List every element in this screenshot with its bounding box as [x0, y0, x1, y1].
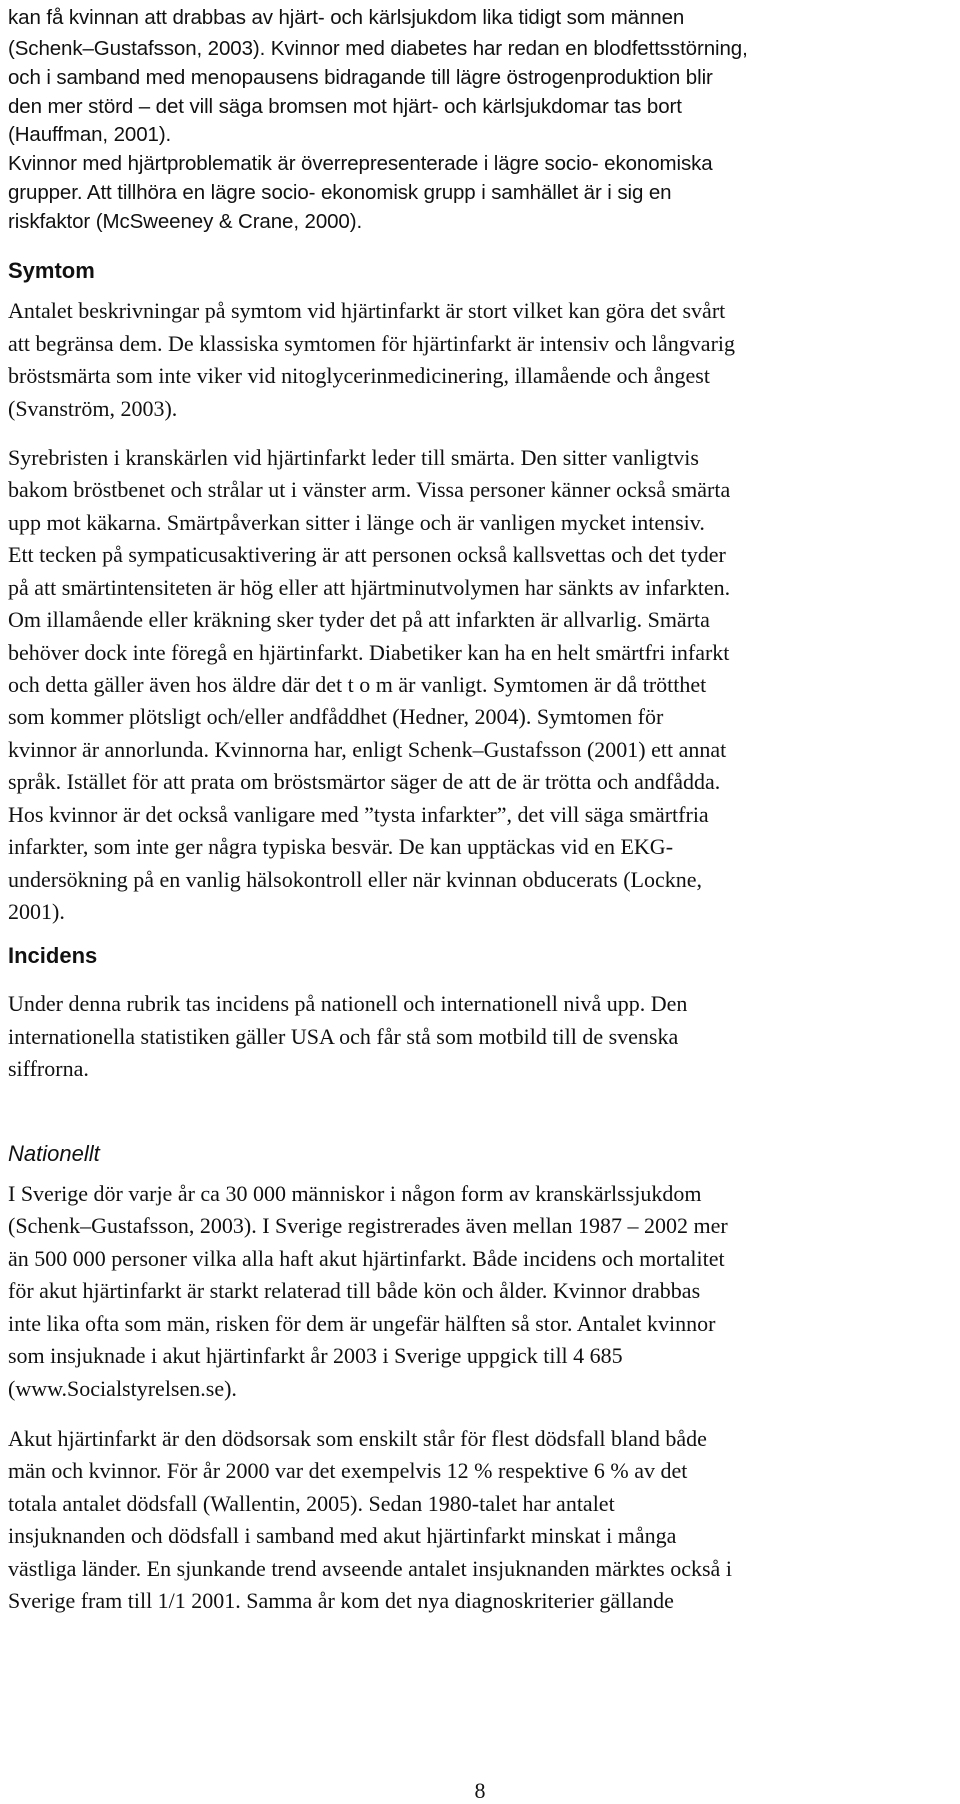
text-line: och i samband med menopausens bidragande till lägre östrogenproduktion blir	[8, 66, 713, 89]
text-line: och detta gäller även hos äldre där det t o m är vanligt. Symtomen är då trötthet	[8, 672, 707, 697]
text-line: I Sverige dör varje år ca 30 000 människor i någon form av kranskärlssjukdom	[8, 1181, 702, 1206]
text-line: män och kvinnor. För år 2000 var det exempelvis 12 % respektive 6 % av det	[8, 1458, 688, 1483]
text-line: (Schenk–Gustafsson, 2003). Kvinnor med diabetes har redan en blodfettsstörning,	[8, 37, 748, 60]
text-line: internationella statistiken gäller USA och får stå som motbild till de svenska	[8, 1024, 679, 1049]
text-line: siffrorna.	[8, 1056, 89, 1081]
text-line: grupper. Att tillhöra en lägre socio- ekonomisk grupp i samhället är i sig en	[8, 181, 672, 204]
text-line: inte lika ofta som män, risken för dem är ungefär hälften så stor. Antalet kvinnor	[8, 1311, 716, 1336]
text-line: totala antalet dödsfall (Wallentin, 2005). Sedan 1980-talet har antalet	[8, 1491, 615, 1516]
section-heading: Incidens	[8, 943, 98, 968]
text-line: på att smärtintensiteten är hög eller att hjärtminutvolymen har sänkts av infarkten.	[8, 575, 731, 600]
text-line: än 500 000 personer vilka alla haft akut hjärtinfarkt. Både incidens och mortalitet	[8, 1246, 725, 1271]
text-line: (Schenk–Gustafsson, 2003). I Sverige registrerades även mellan 1987 – 2002 mer	[8, 1213, 728, 1238]
text-line: insjuknanden och dödsfall i samband med akut hjärtinfarkt minskat i många	[8, 1523, 677, 1548]
text-line: Kvinnor med hjärtproblematik är överrepresenterade i lägre socio- ekonomiska	[8, 152, 713, 175]
text-line: Om illamående eller kräkning sker tyder det på att infarkten är allvarlig. Smärta	[8, 607, 710, 632]
text-line: (www.Socialstyrelsen.se).	[8, 1376, 237, 1401]
text-line: Sverige fram till 1/1 2001. Samma år kom det nya diagnoskriterier gällande	[8, 1588, 674, 1613]
text-line: Hos kvinnor är det också vanligare med ”tysta infarkter”, det vill säga smärtfria	[8, 802, 709, 827]
page-number: 8	[474, 1778, 486, 1803]
text-line: bröstsmärta som inte viker vid nitoglycerinmedicinering, illamående och ångest	[8, 363, 710, 388]
text-line: 2001).	[8, 899, 65, 924]
text-line: kvinnor är annorlunda. Kvinnorna har, enligt Schenk–Gustafsson (2001) ett annat	[8, 737, 727, 762]
text-line: Akut hjärtinfarkt är den dödsorsak som enskilt står för flest dödsfall bland både	[8, 1426, 707, 1451]
text-line: för akut hjärtinfarkt är starkt relaterad till både kön och ålder. Kvinnor drabbas	[8, 1278, 701, 1303]
text-line: (Hauffman, 2001).	[8, 123, 172, 146]
text-line: Under denna rubrik tas incidens på nationell och internationell nivå upp. Den	[8, 991, 688, 1016]
text-line: som kommer plötsligt och/eller andfåddhet (Hedner, 2004). Symtomen för	[8, 704, 664, 729]
text-line: som insjuknade i akut hjärtinfarkt år 2003 i Sverige uppgick till 4 685	[8, 1343, 623, 1368]
text-line: behöver dock inte föregå en hjärtinfarkt. Diabetiker kan ha en helt smärtfri infarkt	[8, 640, 730, 665]
text-line: upp mot käkarna. Smärtpåverkan sitter i länge och är vanligen mycket intensiv.	[8, 510, 705, 535]
text-line: att begränsa dem. De klassiska symtomen för hjärtinfarkt är intensiv och långvarig	[8, 331, 736, 356]
text-line: språk. Istället för att prata om bröstsmärtor säger de att de är trötta och andfådda.	[8, 769, 721, 794]
text-line: undersökning på en vanlig hälsokontroll eller när kvinnan obducerats (Lockne,	[8, 867, 703, 892]
text-line: den mer störd – det vill säga bromsen mot hjärt- och kärlsjukdomar tas bort	[8, 95, 682, 118]
text-line: västliga länder. En sjunkande trend avseende antalet insjuknanden märktes också i	[8, 1556, 732, 1581]
section-heading: Symtom	[8, 258, 95, 283]
text-line: bakom bröstbenet och strålar ut i vänster arm. Vissa personer känner också smärta	[8, 477, 731, 502]
text-line: infarkter, som inte ger några typiska besvär. De kan upptäckas vid en EKG-	[8, 834, 674, 859]
text-line: Antalet beskrivningar på symtom vid hjärtinfarkt är stort vilket kan göra det svårt	[8, 298, 726, 323]
text-line: kan få kvinnan att drabbas av hjärt- och kärlsjukdom lika tidigt som männen	[8, 6, 685, 29]
text-line: riskfaktor (McSweeney & Crane, 2000).	[8, 210, 363, 233]
text-line: Syrebristen i kranskärlen vid hjärtinfarkt leder till smärta. Den sitter vanligtvis	[8, 445, 699, 470]
text-line: (Svanström, 2003).	[8, 396, 178, 421]
text-line: Ett tecken på sympaticusaktivering är att personen också kallsvettas och det tyder	[8, 542, 726, 567]
section-heading: Nationellt	[8, 1141, 100, 1166]
